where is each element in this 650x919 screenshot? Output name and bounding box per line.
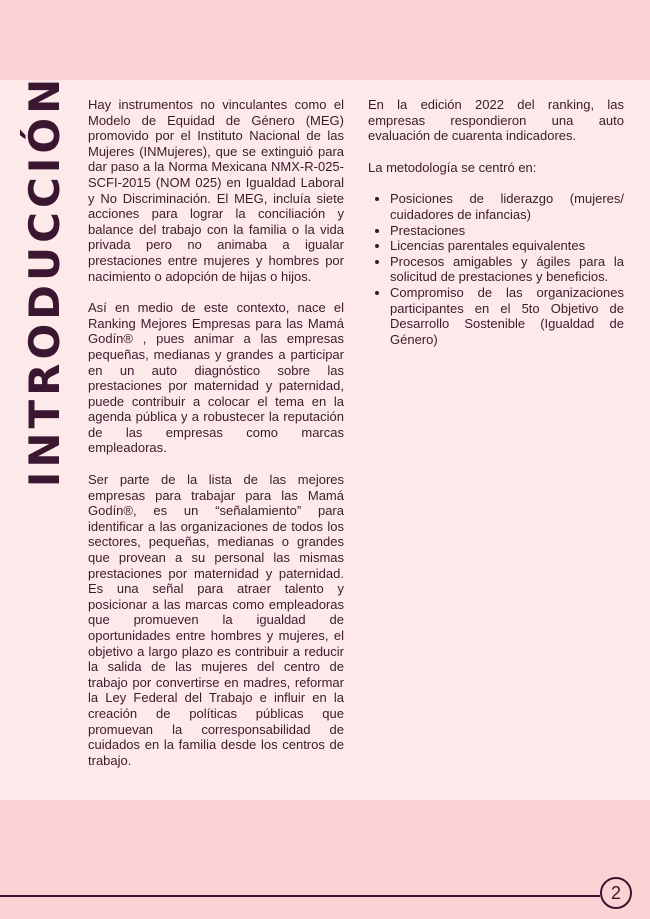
list-item: • Prestaciones — [390, 223, 624, 239]
list-item: • Posiciones de liderazgo (mujeres/ cuidadores de infancias) — [390, 191, 624, 222]
footer-divider — [0, 895, 600, 897]
right-column — [368, 97, 624, 347]
paragraph-ranking: Así en medio de este contexto, nace el Ranking Mejores Empresas para las Mamá Godín® , pues animar a las empresas pequeñas, medianas y grandes a participar en un auto diagnóstico sobre las prestaciones por maternidad y paternidad, puede contribuir a colocar el tema en la agenda pública y a robustecer la reputación de las empresas como marcas empleadoras. — [88, 300, 344, 456]
left-column — [88, 97, 344, 784]
list-item: • Licencias parentales equivalentes — [390, 238, 624, 254]
paragraph-metodologia: La metodología se centró en: — [368, 159, 537, 175]
page-number-badge — [600, 877, 632, 909]
paragraph-edicion: En la edición 2022 del ranking, las empresas respondieron una auto evaluación de cuarenta indicadores. — [368, 97, 624, 144]
paragraph-meg: Hay instrumentos no vinculantes como el Modelo de Equidad de Género (MEG) promovido por el Instituto Nacional de las Mujeres (INMujeres), que se extinguió para dar paso a la Norma Mexicana NMX-R-025-SCFI-2015 (NOM 025) en Igualdad Laboral y No Discriminación. El MEG, incluía siete acciones para lograr la conciliación y balance del trabajo con la familia o la vida privada pero no animaba a igualar prestaciones entre mujeres y hombres por nacimiento o adopción de hijas o hijos. — [88, 97, 344, 284]
methodology-list — [368, 191, 624, 347]
top-band — [0, 0, 650, 80]
list-item: • Procesos amigables y ágiles para la solicitud de prestaciones y beneficios. — [390, 254, 624, 285]
section-title: INTRODUCCIÓN — [20, 74, 69, 488]
page-number: 2 — [610, 882, 621, 903]
paragraph-lista: Ser parte de la lista de las mejores empresas para trabajar para las Mamá Godín®, es un “señalamiento” para identificar a las organizaciones de todos los sectores, pequeñas, medianas o grandes que provean a su personal las mismas prestaciones por maternidad y paternidad. Es una señal para atraer talento y posicionar a las marcas como empleadoras que promueven la igualdad de oportunidades entre hombres y mujeres, el objetivo a largo plazo es contribuir a reducir la salida de las mujeres del centro de trabajo por convertirse en madres, reformar la Ley Federal del Trabajo e influir en la creación de políticas públicas que promuevan la corresponsabilidad de cuidados en la familia desde los centros de trabajo. — [88, 472, 344, 768]
list-item: • Compromiso de las organizaciones participantes en el 5to Objetivo de Desarrollo Sostenible (Igualdad de Género) — [390, 285, 624, 347]
